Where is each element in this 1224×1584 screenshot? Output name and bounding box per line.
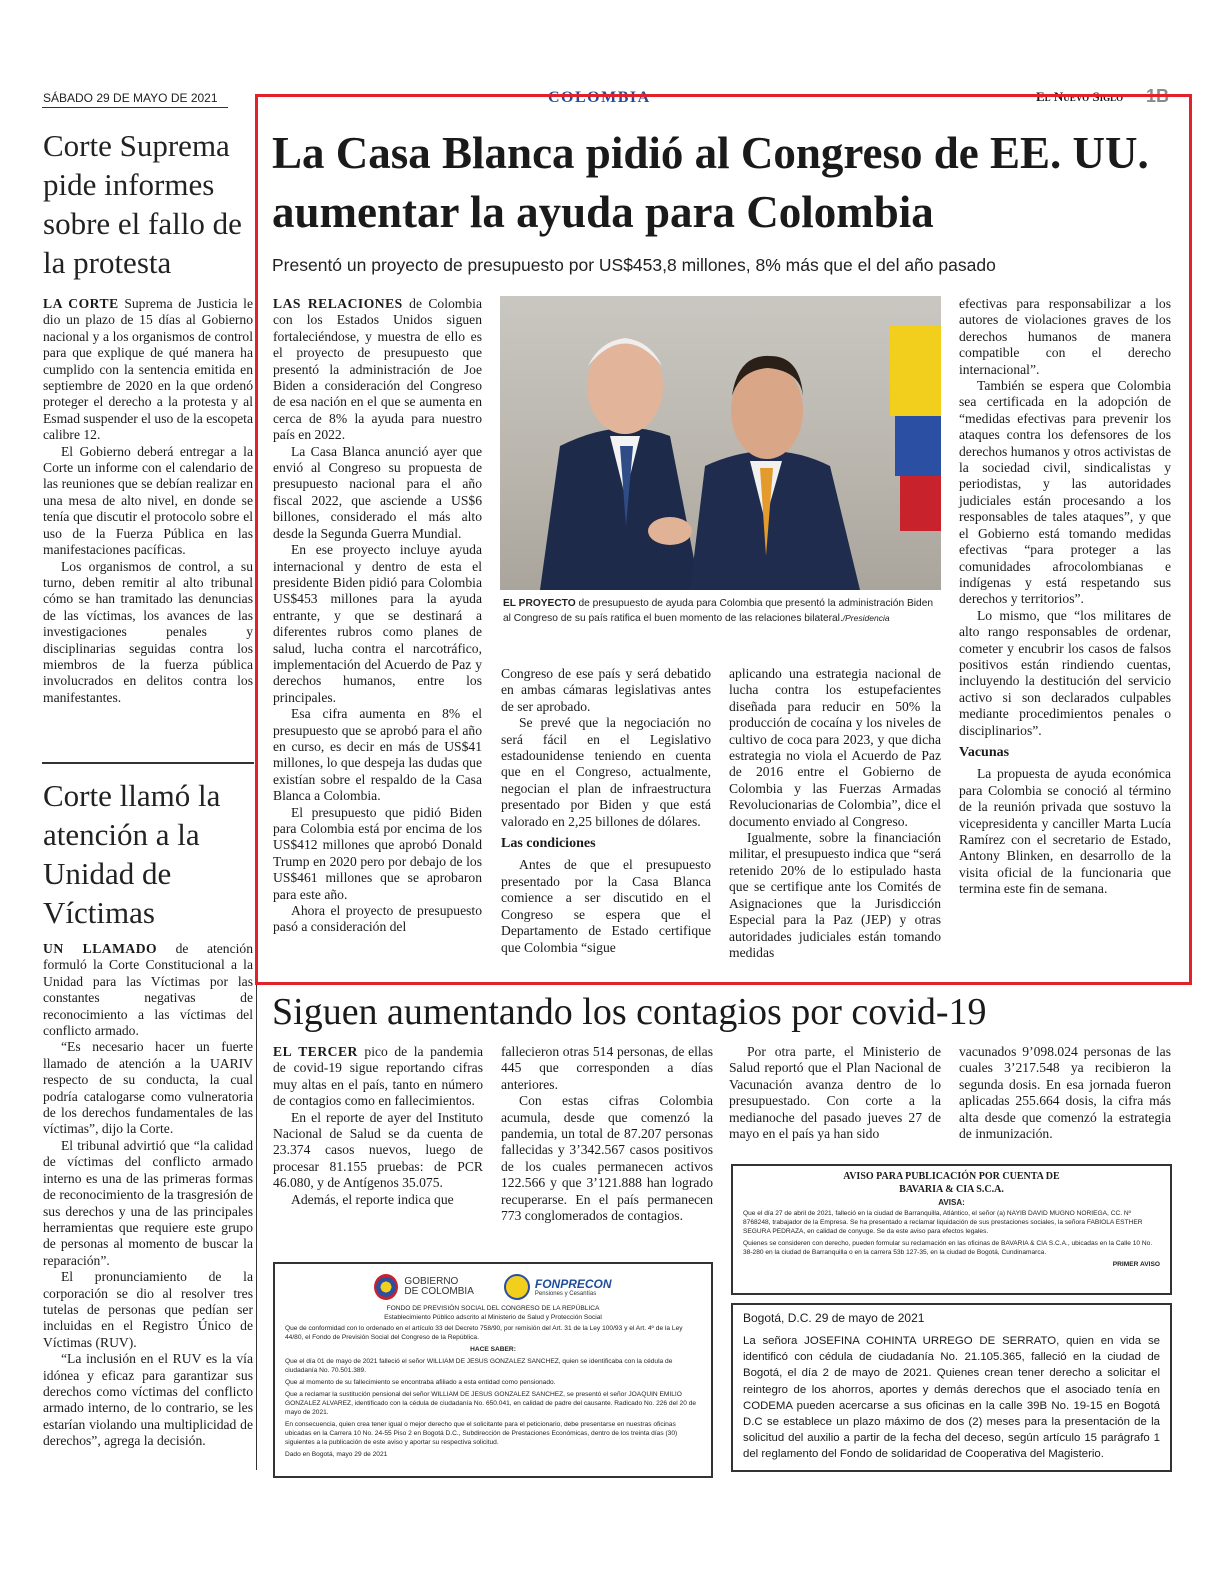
fonprecon-logo [504, 1274, 612, 1300]
header-rule [42, 107, 228, 108]
fonprecon-logo-text: FONPRECON [534, 1277, 612, 1291]
sidebar-story2-p5: “La inclusión en el RUV es la vía idónea y eficaz para garantizar sus derechos como víctimas del conflicto armado interno, de lo contrario, se les estarían violando una multiplicidad de derechos”, agrega la decisión. [43, 1351, 253, 1449]
sidebar-story1-lead: LA CORTE [43, 296, 119, 311]
coat-of-arms-icon [374, 1274, 398, 1300]
covid-col2-p2: Con estas cifras Colombia acumula, desde que comenzó la pandemia, un total de 87.207 personas fallecidas y 3’342.567 casos positivos de los cuales permanecen activos 122.566 y que 3’121.888 han logrado recuperarse. En el país permanecen 773 conglomerados de contagios. [501, 1093, 713, 1224]
photo-caption [503, 597, 939, 626]
main-col2-p3: Antes de que el presupuesto presentado por la Casa Blanca comience a ser discutido en el Congreso se espera que el Departamento de Estado certifique que Colombia “sigue [501, 857, 711, 955]
covid-col1 [273, 1044, 483, 1208]
sidebar-story1-title: Corte Suprema pide informes sobre el fallo de la protesta [43, 128, 242, 280]
fonprecon-p4: Que a reclamar la sustitución pensional del señor WILLIAM DE JESUS GONZALEZ SANCHEZ, se presentó el señor JOAQUIN EMILIO GONZALEZ ALVAREZ, identificado con la cédula de ciudadanía No. 650.041, en calidad de padre del causante. Radicado No. 226 del 20 de mayo de 2021. [285, 1391, 697, 1416]
main-col4-p3: Lo mismo, que “los militares de alto rango responsables de ordenar, cometer y encubrir los casos de falsos positivos están rindiendo cuentas, incluyendo la destitución del servicio activo si son declarados culpables mediante procedimientos penales o disciplinarios”. [959, 607, 1171, 738]
photo-credit: /Presidencia [842, 613, 890, 623]
covid-col3 [729, 1044, 941, 1142]
covid-col4-p1: vacunados 9’098.024 personas de las cuales 3’217.548 ya recibieron la segunda dosis. En esa jornada fueron aplicadas 255.664 dosis, la cifra más alta desde que comenzó la estrategia de inmunización. [959, 1044, 1171, 1142]
fonprecon-heading: FONDO DE PREVISIÓN SOCIAL DEL CONGRESO DE LA REPÚBLICA [386, 1305, 600, 1312]
covid-col3-p1: Por otra parte, el Ministerio de Salud reportó que el Plan Nacional de Vacunación avanza dentro de lo presupuestado. Con corte a la medianoche del pasado jueves 27 de mayo en el país ya han sido [729, 1044, 941, 1142]
covid-col1-p3: Además, el reporte indica que [291, 1191, 454, 1207]
covid-headline: Siguen aumentando los contagios por covid-19 [272, 991, 987, 1033]
handshake-hand [648, 517, 692, 545]
notice-codema [731, 1303, 1172, 1472]
main-col4-p2: También se espera que Colombia sea certificada en la adopción de “medidas efectivas para prevenir los ataques contra los defensores de los derechos humanos y otros activistas de la sociedad civil, sindicalistas y periodistas, y las autoridades judiciales están procesando a los responsables de tales ataques”, y que el Gobierno está tomando medidas efectivas “para proteger a las comunidades afrocolombianas e indígenas y está respetando sus derechos y territorios”. [959, 378, 1171, 607]
main-col1-p1: de Colombia con los Estados Unidos siguen fortaleciéndose, y muestra de ello es el proyecto de presupuesto que presentó la administración de Joe Biden a consideración del Congreso de esa nación en el que se aumenta en cerca de 8% la ayuda para nuestro país en 2022. [273, 296, 482, 443]
sidebar-story2-p2: “Es necesario hacer un fuerte llamado de atención a la UARIV respecto de su conducta, la cual podría catalogarse como vulneratoria de los derechos fundamentales de las víctimas”, dijo la Corte. [43, 1039, 253, 1137]
newspaper-name: El Nuevo Siglo [1036, 89, 1124, 104]
notice-bavaria [731, 1164, 1172, 1295]
fonprecon-subheading: Establecimiento Público adscrito al Ministerio de Salud y Protección Social [384, 1314, 602, 1321]
fonprecon-emblem-icon [504, 1274, 530, 1300]
flag-red [900, 476, 941, 531]
main-col2-p1: Congreso de ese país y será debatido en ambas cámaras legislativas antes de ser aprobado. [501, 666, 711, 714]
fonprecon-date: Dado en Bogotá, mayo 29 de 2021 [285, 1451, 388, 1458]
main-col4-p1: efectivas para responsabilizar a los autores de violaciones graves de los derechos humanos de manera compatible con el derecho internacional”. [959, 296, 1171, 377]
news-photo [500, 296, 941, 590]
gobierno-logo [374, 1274, 473, 1300]
main-col2 [501, 666, 711, 956]
fonprecon-p3: Que al momento de su fallecimiento se encontraba afiliado a esta entidad como pensionado. [285, 1379, 556, 1386]
page-date: SÁBADO 29 DE MAYO DE 2021 [43, 91, 218, 105]
photo-illustration [500, 296, 941, 590]
fonprecon-p5: En consecuencia, quien crea tener igual o mejor derecho que el solicitante para el peticionario, debe presentarse en nuestras oficinas ubicadas en la Carrera 10 No. 24-55 Piso 2 en Bogotá D.C., Subdirección de Prestaciones Económicas, dentro de los treinta días (30) siguientes a la publicación de este aviso y aportar su respectiva solicitud. [285, 1421, 678, 1446]
photo-caption-text: de presupuesto de ayuda para Colombia que presentó la administración Biden al Congreso de su país ratifica el buen momento de las relaciones bilateral. [503, 598, 934, 624]
fonprecon-p1: Que de conformidad con lo ordenado en el artículo 33 del Decreto 758/90, por remisión del Art. 31 de la Ley 100/93 y el Art. 4º de la Ley 44/80, el Fondo de Previsión Social del Congreso de la República. [285, 1325, 683, 1341]
main-col3-p2: Igualmente, sobre la financiación militar, el presupuesto indica que “será retenido 20% de lo estipulado hasta que se certifique ante los Comités de Asignaciones que la Jurisdicción Especial para la Paz (JEP) y otras autoridades judiciales están tomando medidas [729, 830, 941, 960]
fonprecon-logo-sub: Pensiones y Cesantías [534, 1291, 597, 1297]
gobierno-logo-line1: GOBIERNO [404, 1276, 459, 1287]
flag-blue [895, 416, 941, 476]
main-subtitle: Presentó un proyecto de presupuesto por US$453,8 millones, 8% más que el del año pasado [272, 255, 996, 275]
sidebar-story2-p4: El pronunciamiento de la corporación se dio al resolver tres tutelas de personas que pedían ser incluidas en el Registro Único de Víctimas (RUV). [43, 1269, 253, 1350]
sidebar-story1-p3: Los organismos de control, a su turno, deben remitir al alto tribunal cómo se han tramitado las denuncias de las víctimas, los avances de las investigaciones penales y disciplinarias seguidas contra los miembros de la fuerza pública involucrados en delitos contra los manifestantes. [43, 558, 253, 705]
bavaria-avisa: AVISA: [938, 1198, 965, 1207]
section-name: COLOMBIA [548, 89, 651, 106]
sidebar-story2-p1: de atención formuló la Corte Constitucional a la Unidad para las Víctimas por las constantes negativas de reconocimiento a las víctimas del conflicto armado. [43, 941, 253, 1039]
main-col1-p4: Esa cifra aumenta en 8% el presupuesto que se aprobó para el año en curso, es decir en más de US$41 millones, lo que despeja las dudas que existían sobre el respaldo de la Casa Blanca a Colombia. [273, 706, 482, 804]
codema-date: Bogotá, D.C. 29 de mayo de 2021 [743, 1311, 925, 1325]
main-col1-p6: Ahora el proyecto de presupuesto pasó a consideración del [273, 903, 482, 935]
page-number: 1B [1146, 86, 1170, 106]
bavaria-title-line1: AVISO PARA PUBLICACIÓN POR CUENTA DE [843, 1171, 1060, 1182]
covid-col1-lead: EL TERCER [273, 1044, 358, 1059]
main-col4 [959, 296, 1171, 898]
sidebar-story1-body [43, 296, 253, 706]
covid-col4 [959, 1044, 1171, 1142]
sidebar-story1-p2: El Gobierno deberá entregar a la Corte un informe con el calendario de las reuniones que se debían realizar en una mesa de alto nivel, en donde se tenía que discutir el protocolo sobre el uso de la Fuerza Pública en las manifestaciones pacíficas. [43, 443, 253, 558]
fonprecon-p2: Que el día 01 de mayo de 2021 falleció el señor WILLIAM DE JESUS GONZALEZ SANCHEZ, quien se identificaba con la cédula de ciudadanía No. 70.501.389. [285, 1358, 673, 1374]
main-col4-p4: La propuesta de ayuda económica para Colombia se conoció al término de la reunión privada que sostuvo la vicepresidenta y canciller Marta Lucía Ramírez con el secretario de Estado, Antony Blinken, en desarrollo de la visita oficial de la funcionaria que termina este fin de semana. [959, 766, 1171, 897]
photo-caption-lead: EL PROYECTO [503, 598, 576, 609]
sidebar-story2-p3: El tribunal advirtió que “la calidad de víctimas del conflicto armado interno es una de las primeras formas de reconocimiento de la trasgresión de sus derechos y una de las principales herramientas que requiere este grupo de personas al momento de buscar la reparación”. [43, 1137, 253, 1268]
bavaria-title-line2: BAVARIA & CIA S.C.A. [899, 1184, 1004, 1195]
main-col4-subhead: Vacunas [959, 744, 1010, 760]
main-col2-subhead: Las condiciones [501, 836, 596, 852]
main-col3 [729, 666, 941, 961]
sidebar-story1-p1: Suprema de Justicia le dio un plazo de 15 días al Gobierno nacional y a los organismos de control para que explique de qué manera ha cumplido con la sentencia emitida en septiembre de 2020 en la que ordenó proteger el derecho a la protesta y al Esmad suspender el uso de la escopeta calibre 12. [43, 296, 253, 443]
bavaria-p2: Quienes se consideren con derecho, pueden formular su reclamación en las oficinas de BAVARIA & CIA S.C.A., ubicadas en la Calle 10 No. 38-280 en la ciudad de Barranquilla o en la carrera 53b 127-35, en la ciudad de Bogotá, Cundinamarca. [743, 1240, 1153, 1256]
sidebar-story2-body [43, 941, 253, 1450]
main-col3-p1: aplicando una estrategia nacional de lucha contra los estupefacientes diseñada para reducir en 50% la producción de cocaína y los niveles de cultivo de coca para 2023, y que dicha estrategia no viola el Acuerdo de Paz de 2016 entre el Gobierno de Colombia y las Fuerzas Armadas Revolucionarias de Colombia”, dice el documento enviado al Congreso. [729, 666, 941, 829]
covid-col1-p2: En el reporte de ayer del Instituto Nacional de Salud se da cuenta de 23.374 casos nuevos, luego de procesar 81.155 pruebas: de PCR 46.080, y de Antígenos 35.075. [273, 1109, 483, 1191]
main-headline: La Casa Blanca pidió al Congreso de EE. UU. aumentar la ayuda para Colombia [272, 128, 1149, 237]
flag-yellow [890, 326, 941, 416]
sidebar-story-divider [42, 762, 254, 764]
bavaria-p1: Que el día 27 de abril de 2021, falleció en la ciudad de Barranquilla, Atlántico, el señor (a) NAYIB DAVID MUGNO NORIEGA, CC. Nº 8768248, trabajador de la Empresa. Se ha presentado a reclamar liquidación de sus prestaciones sociales, la señora FABIOLA ESTHER SEGURA PEDRAZA, en calidad de conyuge. Se da este aviso para efectos legales. [743, 1210, 1143, 1235]
main-col2-p2: Se prevé que la negociación no será fácil en el Legislativo estadounidense teniendo en cuenta que en el Congreso, actualmente, negocian el plan de infraestructura presentado por Biden y que está valorado en 2,25 billones de dólares. [501, 715, 711, 829]
codema-text: La señora JOSEFINA COHINTA URREGO DE SERRATO, quien en vida se identificó con cédula de ciudadanía No. 21.105.365, falleció en la ciudad de Bogotá, el día 2 de mayo de 2021. Quienes crean tener derecho a solicitar el reintegro de los ahorros, aportes y demás derechos que el asociado tenía en CODEMA pueden acercarse a sus oficinas en la calle 39B No. 19-15 en Bogotá D.C se establece un plazo máximo de dos (2) meses para la presentación de la solicitud del auxilio a partir de la fecha del deceso, según artículo 15 parágrafo 1 del reglamento del Fondo de solidaridad de Cooperativa del Magisterio. [743, 1335, 1160, 1461]
gobierno-logo-line2: DE COLOMBIA [404, 1286, 474, 1297]
notice-fonprecon [273, 1262, 713, 1478]
main-col1 [273, 296, 482, 936]
covid-col2-p1: fallecieron otras 514 personas, de ellas 445 que corresponden a días anteriores. [501, 1044, 713, 1092]
sidebar-story2-lead: UN LLAMADO [43, 941, 158, 956]
covid-col1-p1: pico de la pandemia de covid-19 sigue reportando cifras muy altas en el país, tanto en número de contagios como en fallecimientos. [273, 1044, 483, 1109]
sidebar-story2-title: Corte llamó la atención a la Unidad de Víctimas [43, 778, 221, 930]
covid-col2 [501, 1044, 713, 1224]
bavaria-footer: PRIMER AVISO [1112, 1261, 1160, 1268]
main-col1-lead: LAS RELACIONES [273, 296, 403, 311]
main-col1-p3: En ese proyecto incluye ayuda internacional y dentro de esta el presidente Biden pidió para Colombia US$453 millones para la ayuda entrante, y que se destinará a diferentes rubros como planes de salud, lucha contra el narcotráfico, implementación del Acuerdo de Paz y derechos humanos, entre los principales. [273, 542, 482, 705]
main-col1-p5: El presupuesto que pidió Biden para Colombia está por encima de los US$412 millones que aprobó Donald Trump en 2020 pero por debajo de los US$461 millones que se aprobaron para este año. [273, 804, 482, 902]
main-col1-p2: La Casa Blanca anunció ayer que envió al Congreso su propuesta de presupuesto nacional para el año fiscal 2022, que asciende a US$6 billones, considerado el más alto desde la Segunda Guerra Mundial. [273, 443, 482, 541]
fonprecon-hace-saber: HACE SABER: [470, 1346, 516, 1353]
